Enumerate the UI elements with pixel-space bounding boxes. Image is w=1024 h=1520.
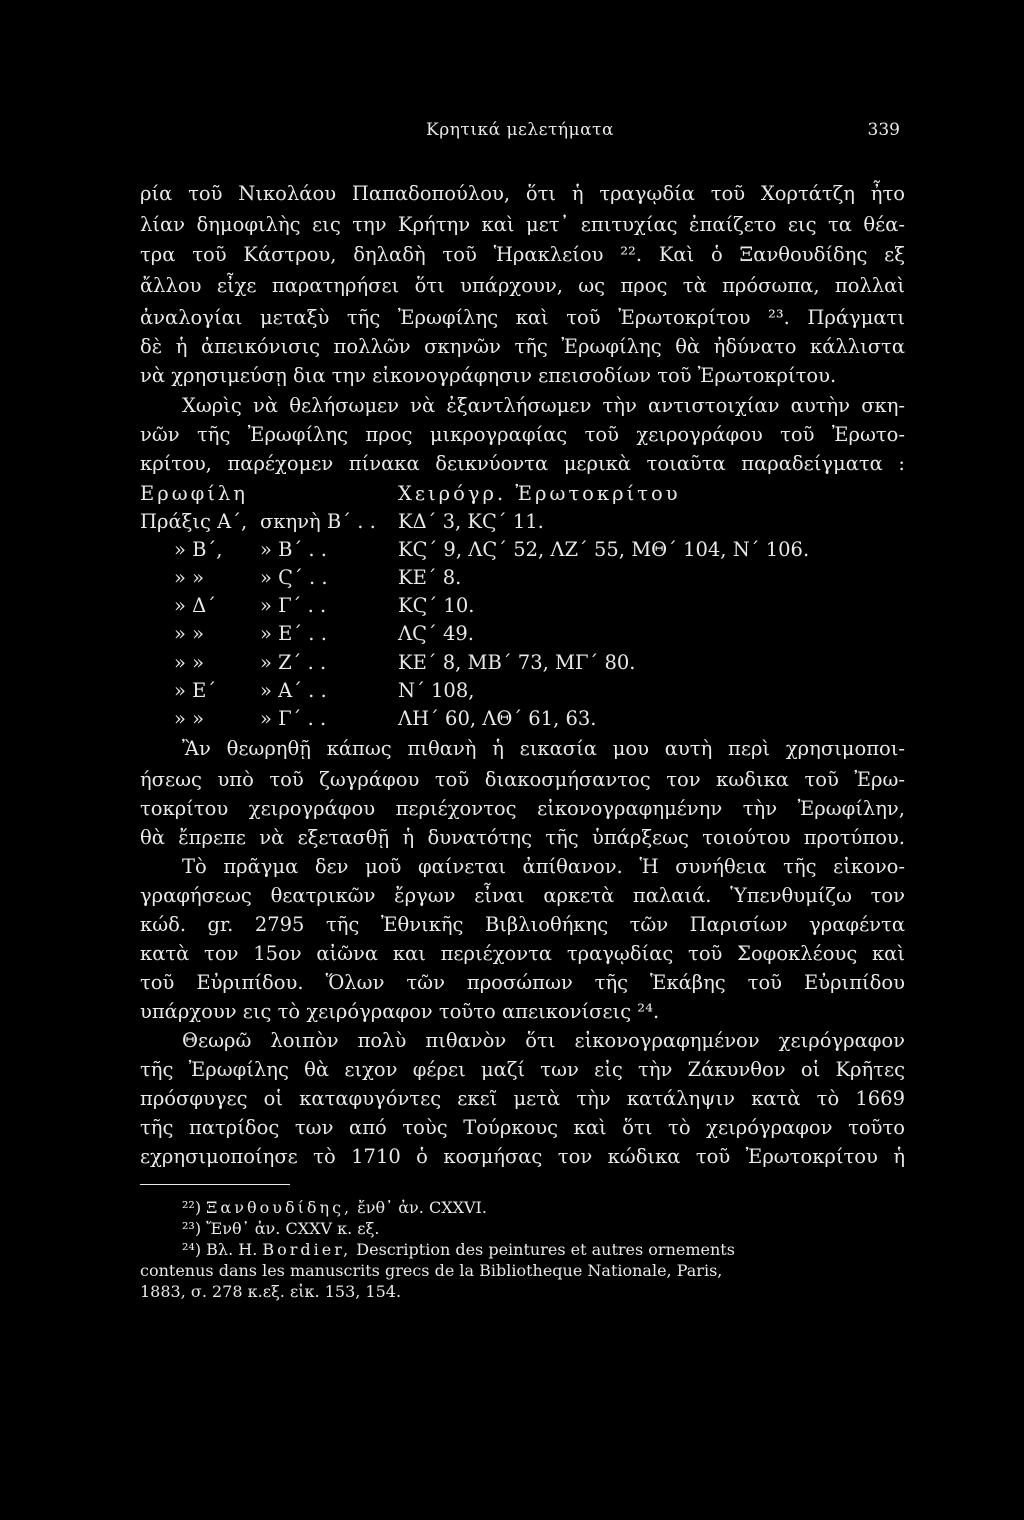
text-line: κατὰ τον 15ον αἰῶνα και περιέχοντα τραγῳδίας τοῦ Σοφοκλέους καὶ <box>140 942 905 965</box>
praxis-cell: Πράξις Α΄, <box>140 510 248 533</box>
text-line: Θεωρῶ λοιπὸν πολὺ πιθανὸν ὅτι εἰκονογραφημένον χειρόγραφον <box>182 1029 905 1052</box>
refs-cell: ΚϚ΄ 10. <box>398 594 475 617</box>
text-line: τῆς Ἐρωφίλης θὰ ειχον φέρει μαζί των εἰς τὴν Ζάκυνθον οἱ Κρῆτες <box>140 1058 905 1081</box>
refs-cell: ΛϚ΄ 49. <box>398 622 474 645</box>
text-line: ρία τοῦ Νικολάου Παπαδοπούλου, ὅτι ἡ τραγῳδία τοῦ Χορτάτζη ἦτο <box>140 182 905 205</box>
skini-cell: » Ϛ΄ . . <box>260 566 328 589</box>
refs-cell: ΛΗ΄ 60, ΛΘ΄ 61, 63. <box>398 707 597 730</box>
text-line: τοῦ Εὐριπίδου. Ὅλων τῶν προσώπων τῆς Ἑκάβης τοῦ Εὐριπίδου <box>140 971 905 994</box>
running-head <box>140 120 900 150</box>
refs-cell: ΚΕ΄ 8. <box>398 566 462 589</box>
text-line: κρίτου, παρέχομεν πίνακα δεικνύοντα μερικὰ τοιαῦτα παραδείγματα : <box>140 452 905 475</box>
praxis-cell: » » <box>174 707 205 730</box>
footnote-mark: ²³) <box>182 1219 202 1238</box>
praxis-cell: » Β΄, <box>174 538 223 561</box>
text-line: υπάρχουν εις τὸ χειρόγραφον τοῦτο απεικονίσεις ²⁴. <box>140 1000 660 1023</box>
refs-cell: ΚΕ΄ 8, ΜΒ΄ 73, ΜΓ΄ 80. <box>398 651 636 674</box>
text-line: δὲ ἡ ἀπεικόνισις πολλῶν σκηνῶν τῆς Ἐρωφίλης θὰ ἠδύνατο κάλλιστα <box>140 335 905 358</box>
praxis-cell: » » <box>174 651 205 674</box>
running-title: Κρητικά μελετήματα <box>426 120 614 140</box>
footnote-24 <box>182 1240 947 1260</box>
skini-cell: » Α΄ . . <box>260 679 327 702</box>
praxis-cell: » Ε΄ <box>174 679 217 702</box>
footnote-text: Description des peintures et autres ornements <box>351 1240 735 1259</box>
text-line: ήσεως υπὸ τοῦ ζωγράφου τοῦ διακοσμήσαντος τον κωδικα τοῦ Ἐρω- <box>140 768 905 791</box>
skini-cell: » Ζ΄ . . <box>260 651 327 674</box>
text-line: εχρησιμοποίησε τὸ 1710 ὁ κοσμήσας τον κώδικα τοῦ Ἐρωτοκρίτου ἡ <box>140 1145 905 1168</box>
text-line: κώδ. gr. 2795 τῆς Ἐθνικῆς Βιβλιοθήκης τῶν Παρισίων γραφέντα <box>140 913 905 936</box>
text-line: τρα τοῦ Κάστρου, δηλαδὴ τοῦ Ἡρακλείου ²². Καὶ ὁ Ξανθουδίδης εξ <box>140 243 905 266</box>
text-line: λίαν δημοφιλὴς εις την Κρήτην καὶ μετ᾽ επιτυχίας ἐπαίζετο εις τα θέα- <box>140 213 905 236</box>
refs-cell: Ν΄ 108, <box>398 679 475 702</box>
text-line: πρόσφυγες οἱ καταφυγόντες εκεῖ μετὰ τὴν κατάληψιν κατὰ τὸ 1669 <box>140 1087 905 1110</box>
refs-cell: ΚϚ΄ 9, ΛϚ΄ 52, ΛΖ΄ 55, ΜΘ΄ 104, Ν΄ 106. <box>398 538 810 561</box>
text-line: θὰ ἔπρεπε νὰ εξετασθῇ ἡ δυνατότης τῆς ὑπάρξεως τοιούτου προτύπου. <box>140 826 905 849</box>
refs-cell: ΚΔ΄ 3, ΚϚ΄ 11. <box>398 510 544 533</box>
text-line: ἀναλογίαι μεταξὺ τῆς Ἐρωφίλης καὶ τοῦ Ἐρωτοκρίτου ²³. Πράγματι <box>140 306 905 329</box>
footnote-text: Βλ. Η. <box>201 1240 263 1259</box>
footnote-divider <box>140 1184 290 1185</box>
text-line: γραφήσεως θεατρικῶν ἔργων εἶναι αρκετὰ παλαιά. Ὑπενθυμίζω τον <box>140 884 905 907</box>
praxis-cell: » » <box>174 566 205 589</box>
footnote-text: Ἔνθ᾽ ἀν. CXXV κ. εξ. <box>201 1219 380 1238</box>
text-line: τῆς πατρίδος των από τοὺς Τούρκους καὶ ὅτι τὸ χειρόγραφον τοῦτο <box>140 1116 905 1139</box>
skini-cell: σκηνὴ Β΄ . . <box>260 510 376 533</box>
footnote-mark: ²²) <box>182 1198 202 1217</box>
skini-cell: » Γ΄ . . <box>260 594 327 617</box>
praxis-cell: » Δ΄ <box>174 594 216 617</box>
skini-cell: » Β΄ . . <box>260 538 328 561</box>
text-line: νῶν τῆς Ἐρωφίλης προς μικρογραφίας τοῦ χειρογράφου τοῦ Ἐρωτο- <box>140 423 905 446</box>
footnote-23 <box>182 1219 947 1239</box>
footnote-mark: ²⁴) <box>182 1240 202 1259</box>
text-line: Ἂν θεωρηθῇ κάπως πιθανὴ ἡ εικασία μου αυτὴ περὶ χρησιμοποι- <box>182 737 905 760</box>
table-header-erofili: Ερωφίλη <box>140 482 248 505</box>
footnote-24-line-2: contenus dans les manuscrits grecs de la Bibliotheque Nationale, Paris, <box>140 1261 723 1280</box>
skini-cell: » Ε΄ . . <box>260 622 327 645</box>
text-line: νὰ χρησιμεύσῃ δια την εἰκονογράφησιν επεισοδίων τοῦ Ἐρωτοκρίτου. <box>140 364 837 387</box>
footnote-text: ἔνθ᾽ ἀν. CXXVI. <box>352 1198 487 1217</box>
page-number: 339 <box>867 120 900 140</box>
table-header-manuscript: Χειρόγρ. Ἐρωτοκρίτου <box>398 482 681 505</box>
skini-cell: » Γ΄ . . <box>260 707 327 730</box>
praxis-cell: » » <box>174 622 205 645</box>
text-line: Χωρὶς νὰ θελήσωμεν νὰ ἐξαντλήσωμεν τὴν αντιστοιχίαν αυτὴν σκη- <box>182 394 905 417</box>
footnote-24-line-3: 1883, σ. 278 κ.εξ. εἰκ. 153, 154. <box>140 1282 402 1301</box>
footnote-author: Bordier, <box>262 1240 352 1259</box>
footnote-22 <box>182 1198 947 1218</box>
footnote-author: Ξανθουδίδης, <box>206 1198 353 1217</box>
text-line: ἄλλου εἶχε παρατηρήσει ὅτι υπάρχουν, ως προς τὰ πρόσωπα, πολλαὶ <box>140 274 905 297</box>
text-line: Τὸ πρᾶγμα δεν μοῦ φαίνεται ἀπίθανον. Ἡ συνήθεια τῆς εἰκονο- <box>182 855 905 878</box>
text-line: τοκρίτου χειρογράφου περιέχοντος εἰκονογραφημένην τὴν Ἐρωφίλην, <box>140 797 905 820</box>
